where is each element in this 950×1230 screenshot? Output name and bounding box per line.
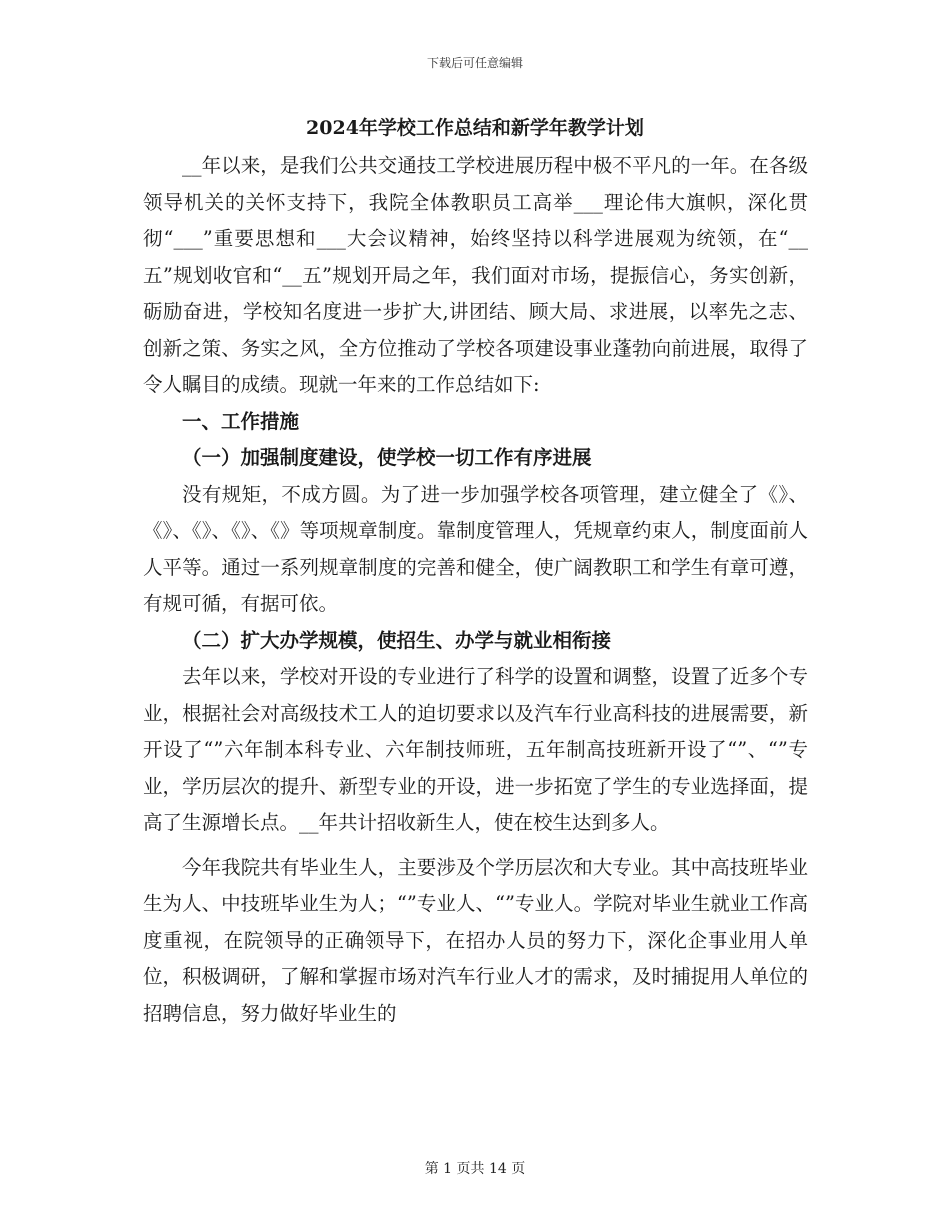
page-header-note: 下载后可任意编辑: [426, 56, 523, 70]
intro-paragraph: __年以来，是我们公共交通技工学校进展历程中极不平凡的一年。在各级领导机关的关怀支持下，我院全体教职员工高举___理论伟大旗帜，深化贯彻“___”重要思想和___大会议精神，始终坚持以科学进展观为统领，在“__五”规划收官和“__五”规划开局之年，我们面对市场，提振信心，务实创新，砺励奋进，学校知名度进一步扩大,讲团结、顾大局、求进展，以率先之志、创新之策、务实之风，全方位推动了学校各项建设事业蓬勃向前进展，取得了令人瞩目的成绩。现就一年来的工作总结如下:: [143, 154, 808, 396]
section-heading-work-measures: 一、工作措施: [182, 409, 300, 433]
expand-scale-paragraph-2: 今年我院共有毕业生人，主要涉及个学历层次和大专业。其中高技班毕业生为人、中技班毕业生为人；“”专业人、“”专业人。学院对毕业生就业工作高度重视，在院领导的正确领导下，在招办人员的努力下，深化企事业用人单位，积极调研，了解和掌握市场对汽车行业人才的需求，及时捕捉用人单位的招聘信息，努力做好毕业生的: [143, 855, 808, 1025]
document-body: [143, 148, 808, 1032]
subsection-heading-expand-scale: （二）扩大办学规模，使招生、办学与就业相衔接: [182, 628, 612, 652]
document-title: 2024年学校工作总结和新学年教学计划: [306, 117, 644, 139]
page-footer: 第 1 页共 14 页: [424, 1161, 526, 1177]
system-building-paragraph: 没有规矩，不成方圆。为了进一步加强学校各项管理，建立健全了《》、《》、《》、《》、《》等项规章制度。靠制度管理人，凭规章约束人，制度面前人人平等。通过一系列规章制度的完善和健全，使广阔教职工和学生有章可遵，有规可循，有据可依。: [143, 482, 808, 615]
expand-scale-paragraph-1: 去年以来，学校对开设的专业进行了科学的设置和调整，设置了近多个专业，根据社会对高级技术工人的迫切要求以及汽车行业高科技的进展需要，新开设了“”六年制本科专业、六年制技师班，五年制高技班新开设了“”、“”专业，学历层次的提升、新型专业的开设，进一步拓宽了学生的专业选择面，提高了生源增长点。__年共计招收新生人，使在校生达到多人。: [143, 665, 808, 834]
subsection-heading-system-building: （一）加强制度建设，使学校一切工作有序进展: [182, 446, 592, 469]
